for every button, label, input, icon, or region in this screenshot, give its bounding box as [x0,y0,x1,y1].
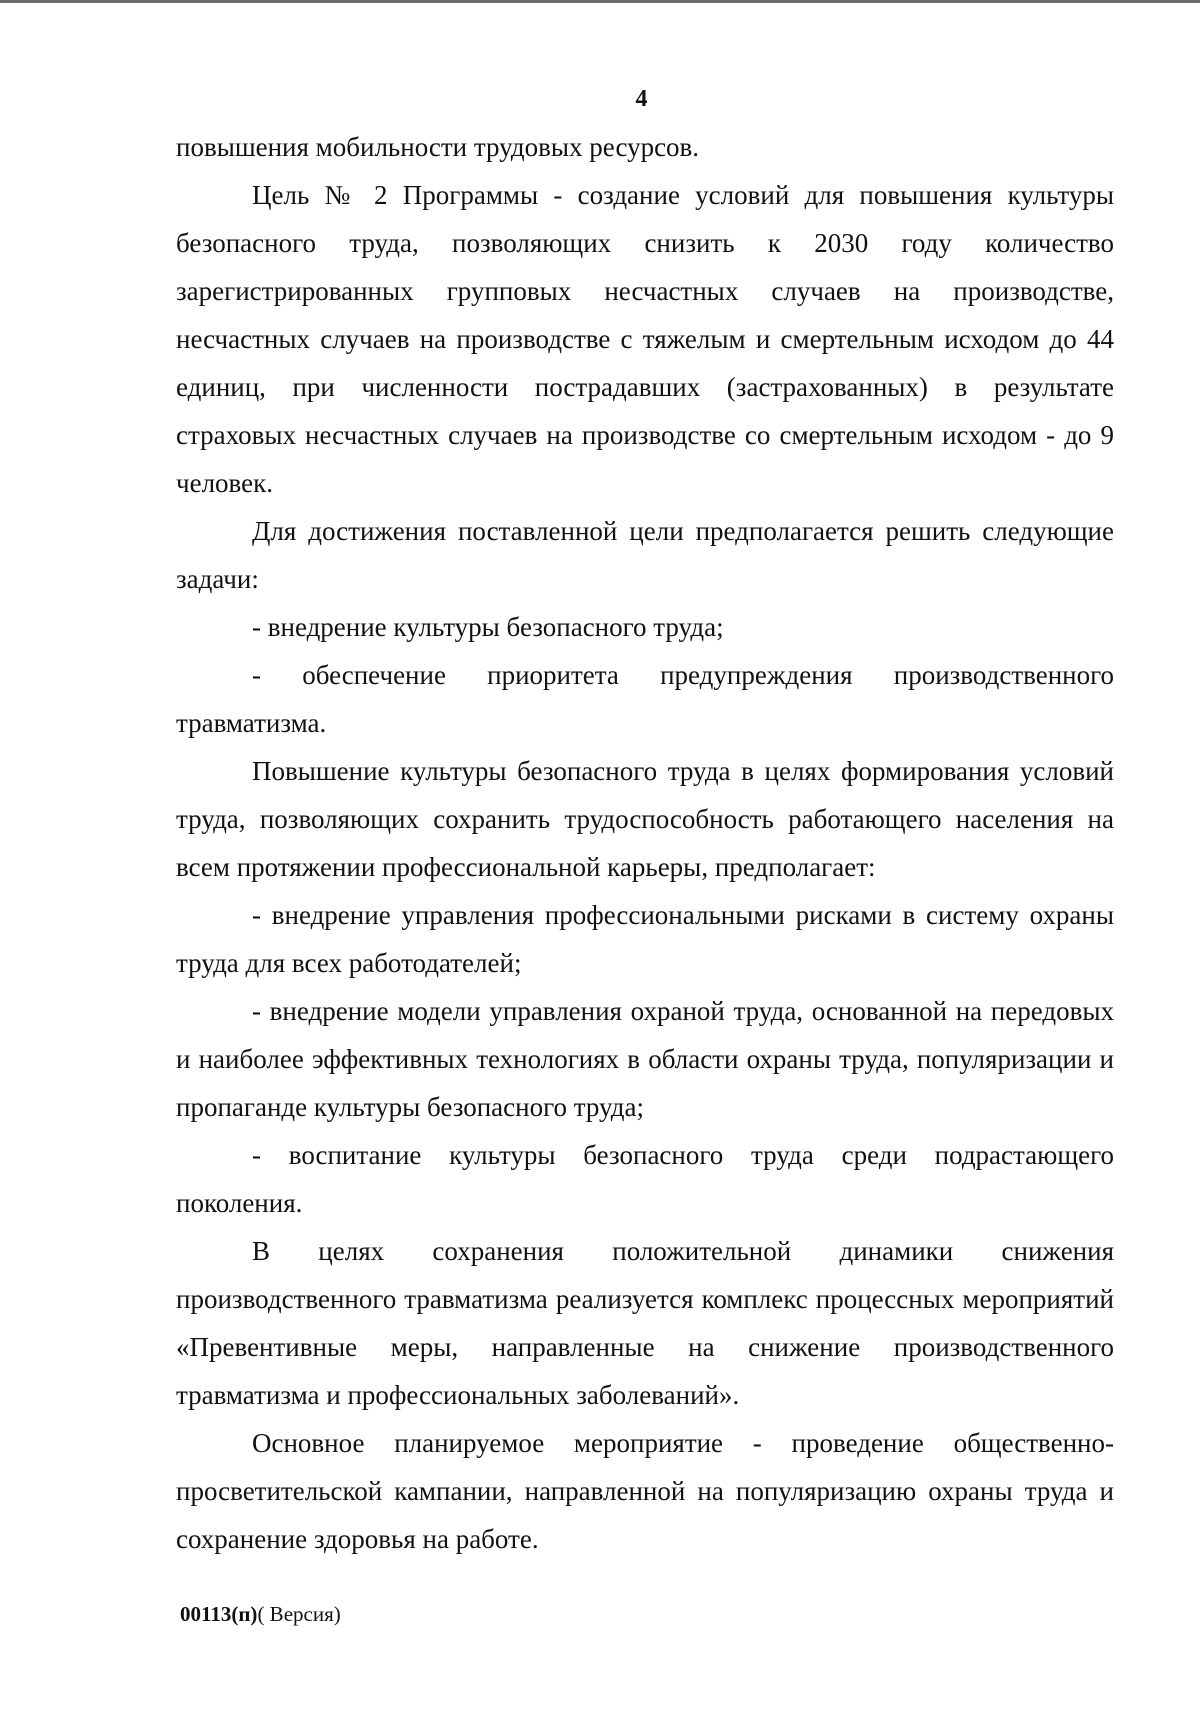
paragraph-continuation: повышения мобильности трудовых ресурсов. [176,132,700,162]
list-item-measure-2: - внедрение модели управления охраной труда, основанной на передовых и наиболее эффективных технологиях в области охраны труда, популяризации и пропаганде культуры безопасного труда; [176,996,1114,1122]
list-item-measure-3: - воспитание культуры безопасного труда среди подрастающего поколения. [176,1140,1114,1218]
paragraph-culture-intro: Повышение культуры безопасного труда в целях формирования условий труда, позволяющих сохранить трудоспособность работающего населения на всем протяжении профессиональной карьеры, предполагает: [176,756,1114,882]
paragraph-main-event: Основное планируемое мероприятие - проведение общественно-просветительской кампании, направленной на популяризацию охраны труда и сохранение здоровья на работе. [176,1428,1114,1554]
page-number: 4 [635,86,648,112]
list-item-task-1: - внедрение культуры безопасного труда; [252,612,724,642]
paragraph-process-measures: В целях сохранения положительной динамики снижения производственного травматизма реализуется комплекс процессных мероприятий «Превентивные меры, направленные на снижение производственного травматизма и профессиональных заболеваний». [176,1236,1114,1410]
footer-version: ( Версия) [257,1602,341,1626]
paragraph-tasks-intro: Для достижения поставленной цели предполагается решить следующие задачи: [176,516,1114,594]
paragraph-goal-2: Цель № 2 Программы - создание условий для повышения культуры безопасного труда, позволяющих снизить к 2030 году количество зарегистрированных групповых несчастных случаев на производстве, несчастных случаев на производстве с тяжелым и смертельным исходом до 44 единиц, при численности пострадавших (застрахованных) в результате страховых несчастных случаев на производстве со смертельным исходом - до 9 человек. [176,180,1114,498]
list-item-measure-1: - внедрение управления профессиональными рисками в систему охраны труда для всех работодателей; [176,900,1114,978]
top-border-line [0,0,1200,3]
document-footer [180,1600,341,1628]
document-body [176,123,1114,1563]
footer-code: 00113(п) [180,1602,258,1626]
list-item-task-2: - обеспечение приоритета предупреждения производственного травматизма. [176,660,1114,738]
